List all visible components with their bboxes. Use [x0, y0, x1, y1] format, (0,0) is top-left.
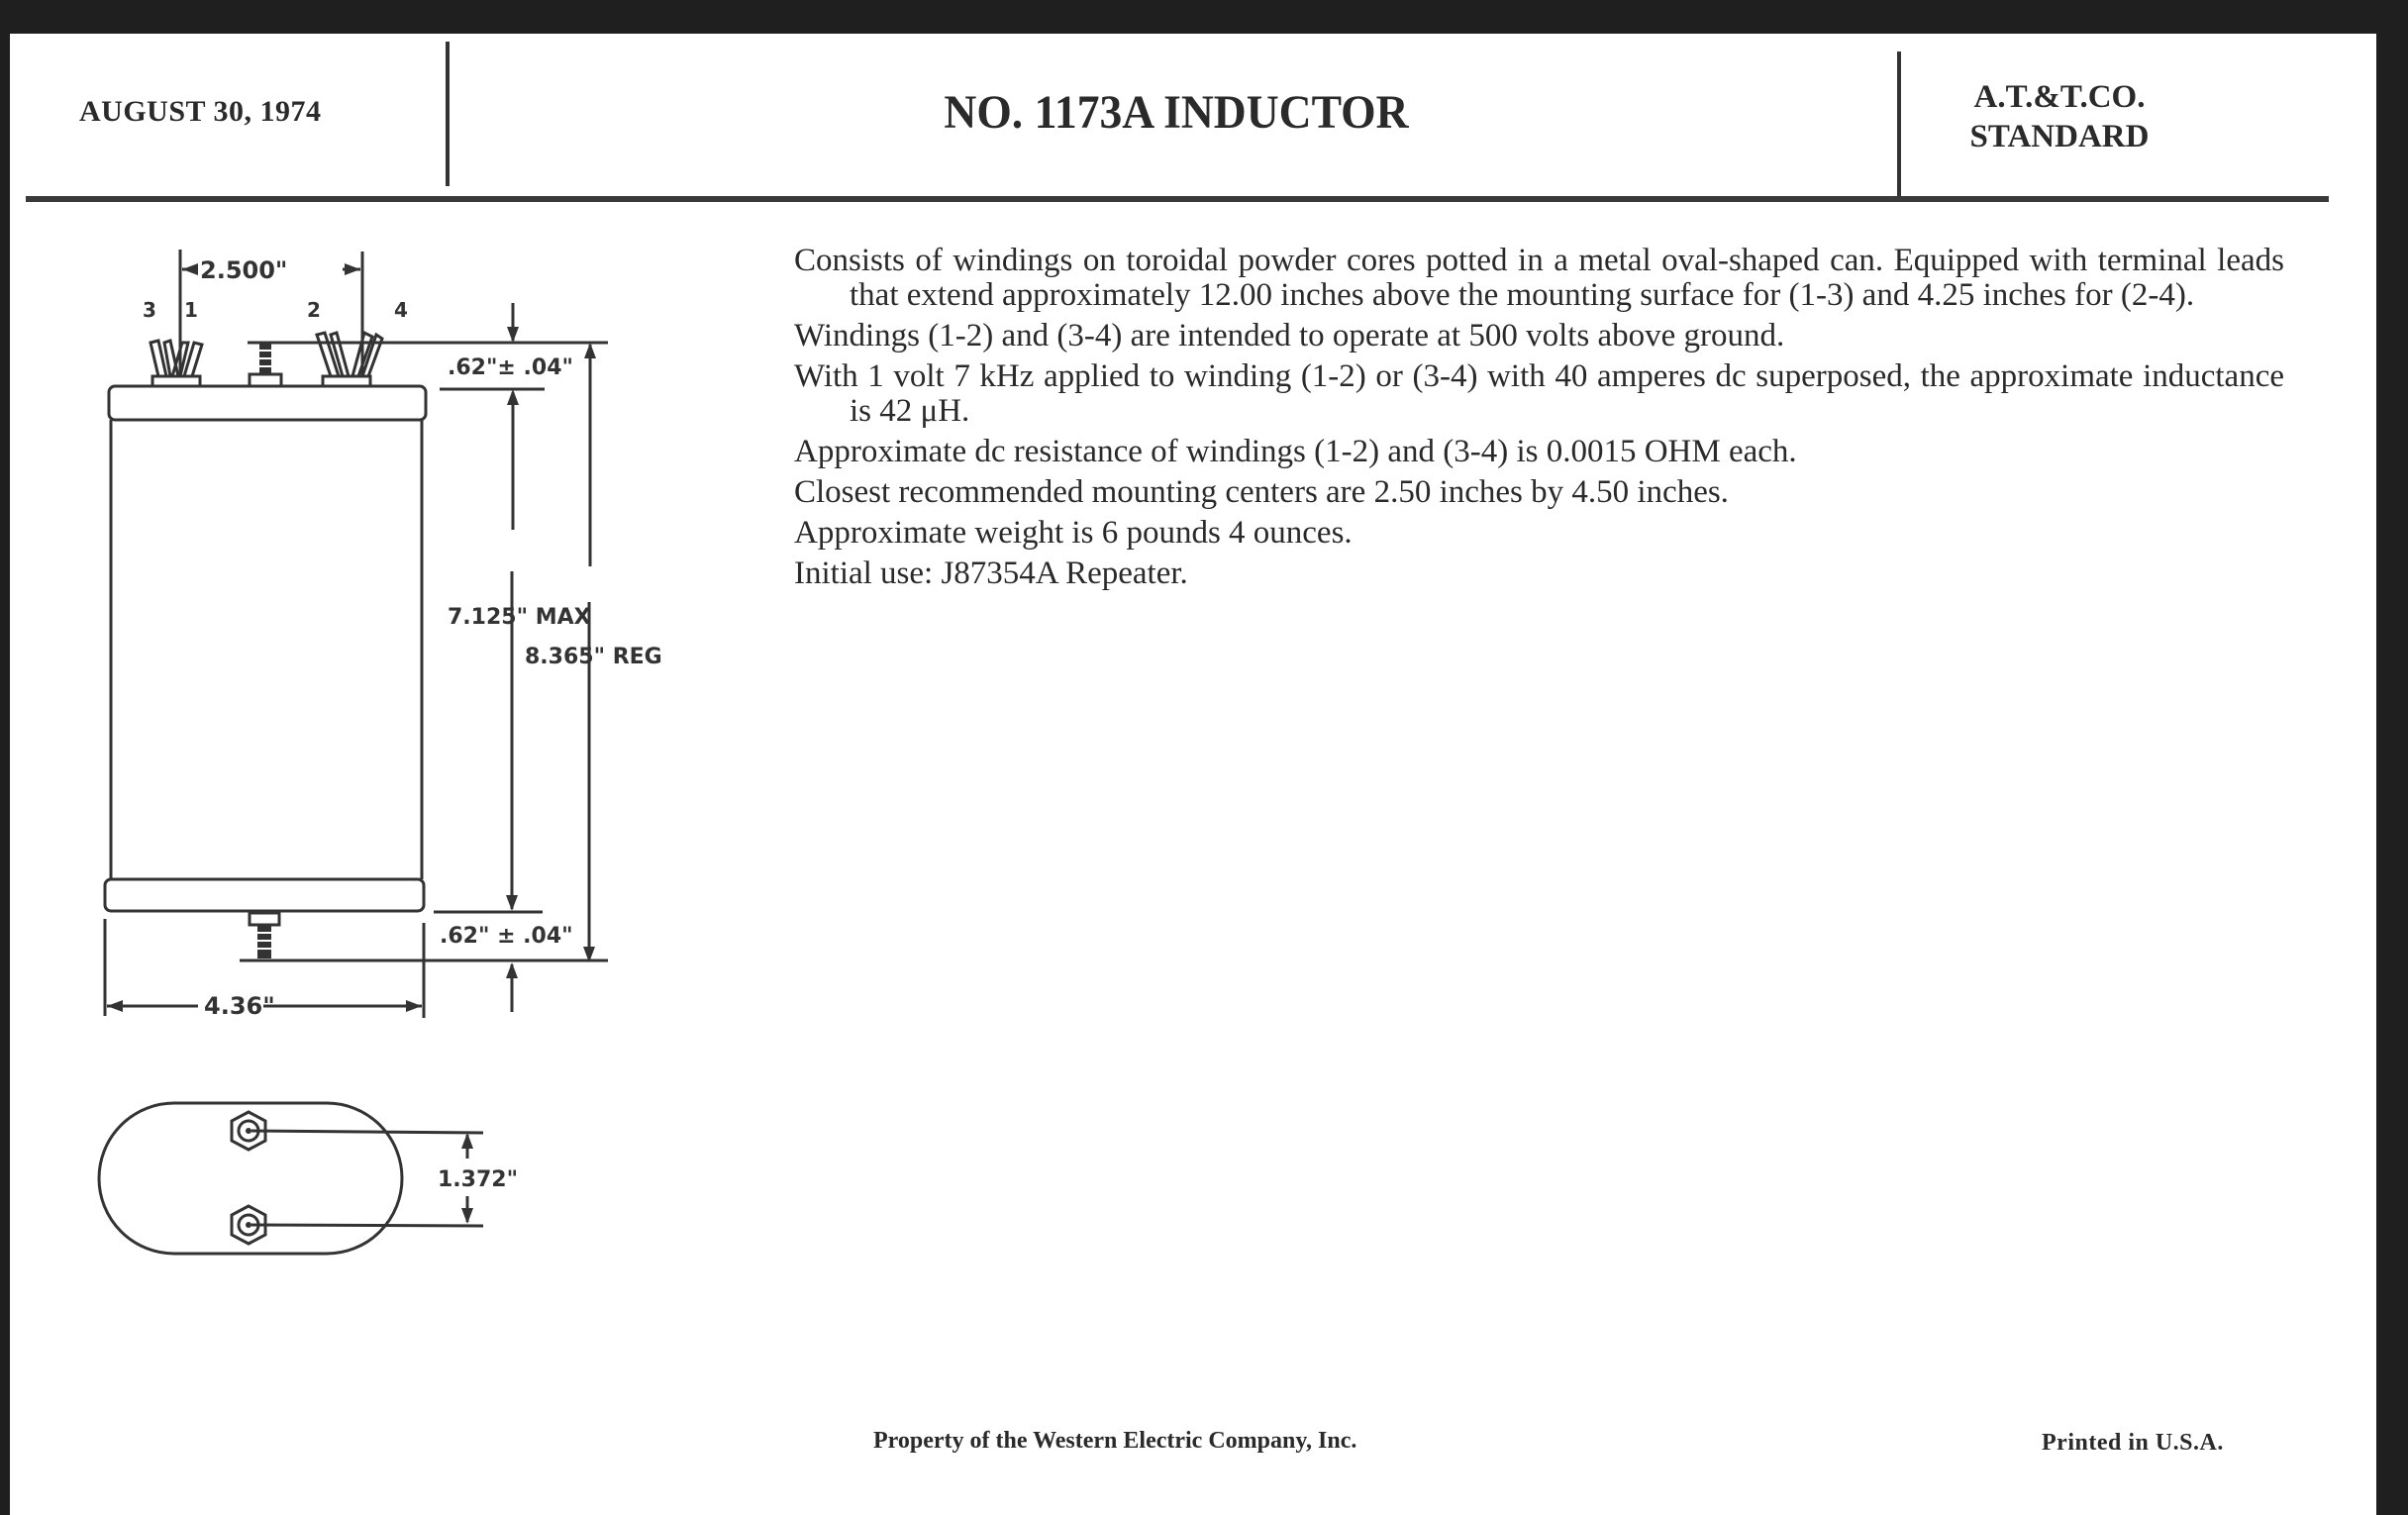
desc-resistance: Approximate dc resistance of windings (1-2) and (3-4) is 0.0015 OHM each. [794, 434, 1797, 469]
footer-printed: Printed in U.S.A. [2042, 1430, 2224, 1456]
standard-line-company: A.T.&T.CO. [1973, 79, 2146, 115]
desc-weight: Approximate weight is 6 pounds 4 ounces. [794, 515, 1353, 551]
desc-initial-use: Initial use: J87354A Repeater. [794, 556, 1188, 591]
dim-overall-height-label: 8.365" REG [525, 645, 662, 669]
description [794, 244, 2284, 597]
terminal-label-1: 1 [184, 298, 198, 322]
terminal-label-3: 3 [143, 298, 156, 322]
desc-inductance: With 1 volt 7 kHz applied to winding (1-2) or (3-4) with 40 amperes dc superposed, the approximate inductance is 42 μH. [794, 358, 2284, 429]
dim-stud-spacing-label: 1.372" [438, 1167, 519, 1192]
desc-construction: Consists of windings on toroidal powder cores potted in a metal oval-shaped can. Equipped with terminal leads that extend approximately 12.00 inches above the mounting surface for (1-3) and 4.25 inches for (2-4). [794, 243, 2284, 313]
dim-width-label: 4.36" [204, 992, 275, 1020]
header-divider-left [446, 42, 450, 186]
page-title: NO. 1173A INDUCTOR [944, 86, 1409, 139]
footer-property: Property of the Western Electric Company, Inc. [873, 1428, 1357, 1454]
standard-line-standard: STANDARD [1969, 119, 2150, 154]
desc-mounting: Closest recommended mounting centers are 2.50 inches by 4.50 inches. [794, 474, 1729, 510]
desc-voltage: Windings (1-2) and (3-4) are intended to operate at 500 volts above ground. [794, 318, 1785, 354]
dim-bottom-stud-label: .62" ± .04" [440, 924, 573, 949]
terminal-label-4: 4 [394, 298, 408, 322]
dim-top-stud-label: .62"± .04" [448, 355, 573, 380]
dim-lead-spacing-label: 2.500" [200, 256, 288, 284]
issue-date: AUGUST 30, 1974 [79, 95, 322, 128]
spec-sheet [10, 34, 2376, 1515]
terminal-label-2: 2 [307, 298, 321, 322]
header-rule [26, 196, 2329, 202]
standard-label [1901, 77, 2218, 156]
dim-body-height-label: 7.125" MAX [448, 605, 591, 630]
